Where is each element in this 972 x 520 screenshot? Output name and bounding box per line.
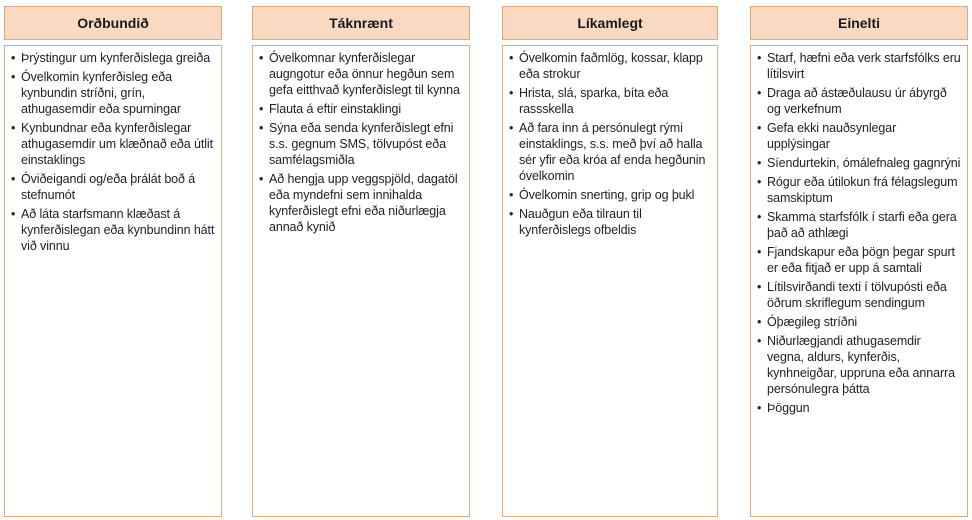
list-item: • Skamma starfsfólk í starfi eða gera það að athlægi (757, 209, 961, 241)
list-item: • Fjandskapur eða þögn þegar spurt er eða fitjað er upp á samtali (757, 244, 961, 276)
column-header: Orðbundið (4, 6, 222, 40)
list-item: • Kynbundnar eða kynferðislegar athugasemdir um klæðnað eða útlit einstaklings (11, 120, 215, 168)
column-body (750, 45, 968, 517)
list-item: • Lítilsvirðandi texti í tölvupósti eða öðrum skriflegum sendingum (757, 279, 961, 311)
list-item: • Sýna eða senda kynferðislegt efni s.s. gegnum SMS, tölvupóst eða samfélagsmiðla (259, 120, 463, 168)
list-item: • Starf, hæfni eða verk starfsfólks eru lítilsvirt (757, 50, 961, 82)
list-item: • Rógur eða útilokun frá félagslegum samskiptum (757, 174, 961, 206)
column-body (502, 45, 718, 517)
column-header: Líkamlegt (502, 6, 718, 40)
item-list (11, 50, 215, 254)
column-header: Einelti (750, 6, 968, 40)
item-list (259, 50, 463, 235)
list-item: • Gefa ekki nauðsynlegar upplýsingar (757, 120, 961, 152)
list-item: • Óviðeigandi og/eða þrálát boð á stefnumót (11, 171, 215, 203)
list-item: • Síendurtekin, ómálefnaleg gagnrýni (757, 155, 961, 171)
list-item: • Óþægileg stríðni (757, 314, 961, 330)
list-item: • Óvelkomnar kynferðislegar augngotur eða önnur hegðun sem gefa eitthvað kynferðislegt til kynna (259, 50, 463, 98)
item-list (757, 50, 961, 416)
column-body (252, 45, 470, 517)
list-item: • Að fara inn á persónulegt rými einstaklings, s.s. með því að halla sér yfir eða króa af enda hegðunin óvelkomin (509, 120, 711, 184)
column-header: Táknrænt (252, 6, 470, 40)
list-item: • Þöggun (757, 400, 961, 416)
list-item: • Flauta á eftir einstaklingi (259, 101, 463, 117)
list-item: • Óvelkomin faðmlög, kossar, klapp eða strokur (509, 50, 711, 82)
item-list (509, 50, 711, 238)
list-item: • Þrýstingur um kynferðislega greiða (11, 50, 215, 66)
list-item: • Að láta starfsmann klæðast á kynferðislegan eða kynbundinn hátt við vinnu (11, 206, 215, 254)
list-item: • Hrista, slá, sparka, bíta eða rassskella (509, 85, 711, 117)
list-item: • Draga að ástæðulausu úr ábyrgð og verkefnum (757, 85, 961, 117)
list-item: • Óvelkomin snerting, grip og þukl (509, 187, 711, 203)
list-item: • Óvelkomin kynferðisleg eða kynbundin stríðni, grín, athugasemdir eða spurningar (11, 69, 215, 117)
list-item: • Að hengja upp veggspjöld, dagatöl eða myndefni sem innihalda kynferðislegt efni eða niðurlægja annað kynið (259, 171, 463, 235)
list-item: • Niðurlægjandi athugasemdir vegna, aldurs, kynferðis, kynhneigðar, uppruna eða annarra persónulegra þátta (757, 333, 961, 397)
column-body (4, 45, 222, 517)
list-item: • Nauðgun eða tilraun til kynferðislegs ofbeldis (509, 206, 711, 238)
